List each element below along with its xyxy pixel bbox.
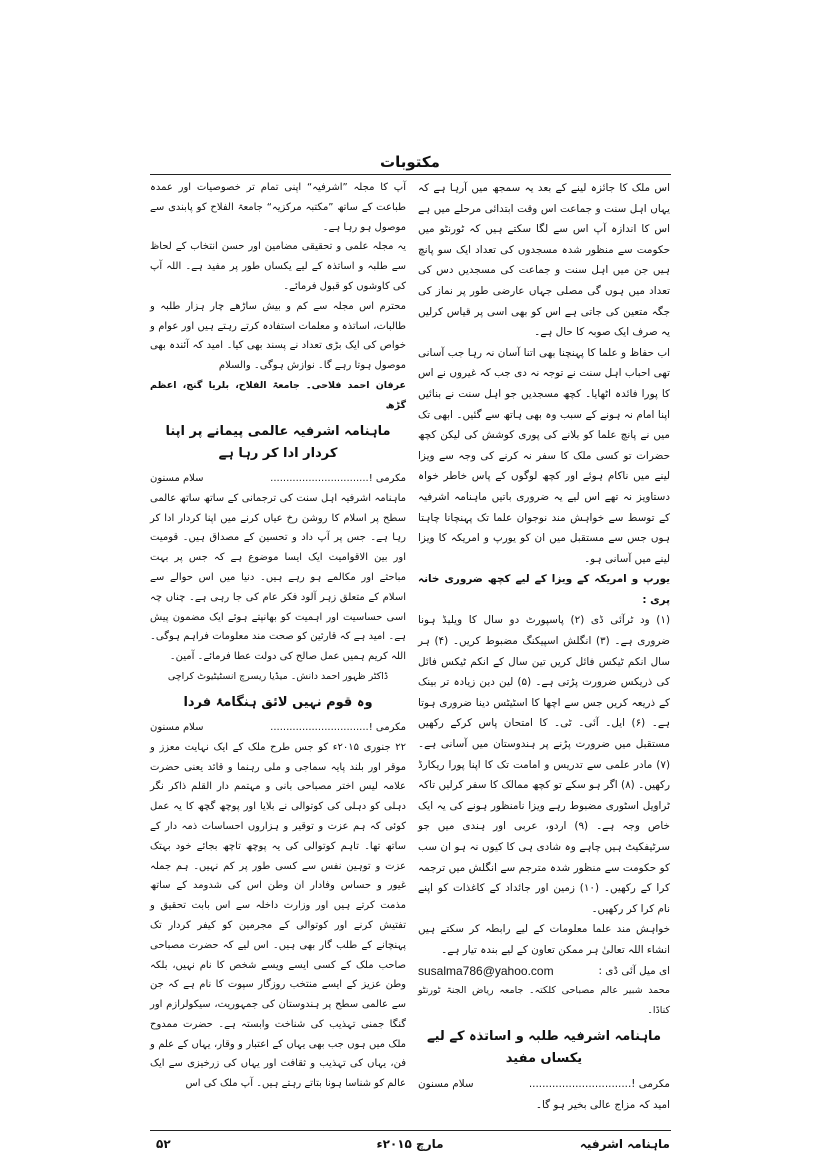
salutation-left: مکرمی !............................... <box>528 1078 670 1091</box>
salutation <box>418 1074 670 1095</box>
page-title: مکتوبات <box>380 153 440 171</box>
signature: محمد شبیر عالم مصباحی کلکتہ۔ جامعہ ریاض الجنۃ ٹورنٹو کناڈا۔ <box>418 985 670 1017</box>
salutation-left: مکرمی !............................... <box>270 472 406 484</box>
header-rule <box>150 174 671 175</box>
salutation <box>150 718 406 738</box>
salutation <box>150 469 406 489</box>
section-heading: ماہنامہ اشرفیہ طلبہ و اساتذہ کے لیے یکساں مفید <box>427 1029 661 1067</box>
paragraph: (۱) ود ٹرآئی ڈی (۲) پاسپورٹ دو سال کا ویلیڈ ہونا ضروری ہے۔ (۳) انگلش اسپیکنگ مضبوط کریں۔ (۴) ہر سال انکم ٹیکس فائل کریں تین سال کے انکم ٹیکس فائل کی ذریکس ضرورت پڑتی ہے۔ (۵) لین دین زیادہ تر بینک کے ذریعہ کریں جس سے اچھا کا اسٹیٹس دینا ضروری ہوتا ہے۔ (۶) ایل۔ آئی۔ ٹی۔ کا امتحان پاس کرکے رکھیں مستقبل میں ضرورت پڑنے پر ہندوستان میں آسانی ہے۔ (۷) مادر علمی سے تدریس و امامت تک کا اپنا پورا ریکارڈ رکھیں۔ (۸) اگر ہو سکے تو کچھ ممالک کا سفر کرلیں تاکہ ٹراویل اسٹوری مضبوط رہے ویزا نامنظور ہونے کی یہ ایک خاص وجہ ہے۔ (۹) اردو، عربی اور ہندی میں جو سرٹیفکیٹ ہیں چاہے وہ شادی ہی کا کیوں نہ ہو ان سب کو حکومت سے منظور شدہ مترجم سے انگلش میں ترجمہ کرا کے رکھیں۔ (۱۰) زمین اور جائداد کے کاغذات کو اپنے نام کرا کر رکھیں۔ <box>418 614 671 915</box>
signature: عرفان احمد فلاحی۔ جامعۃ الفلاح، بلریا گنج، اعظم گڑھ <box>150 379 406 411</box>
salutation-right: سلام مسنون <box>150 721 204 733</box>
email-label: ای میل آئی ڈی : <box>598 964 670 977</box>
left-column <box>150 178 406 1094</box>
footer-date: مارچ ۲۰۱۵ء <box>376 1137 444 1151</box>
salutation-right: سلام مسنون <box>150 472 204 484</box>
footer-rule <box>150 1130 671 1131</box>
paragraph: خواہش مند علما معلومات کے لیے رابطہ کر سکتے ہیں انشاء اللہ تعالیٰ ہر ممکن تعاون کے لیے بندہ تیار ہے۔ <box>418 923 670 956</box>
page-number: ۵۲ <box>156 1137 171 1151</box>
paragraph: ۲۲ جنوری ۲۰۱۵ء کو جس طرح ملک کے ایک نہایت معزز و موقر اور بلند پایہ سماجی و ملی رہنما و قائد یعنی حضرت علامہ لیس اختر مصباحی بانی و مہتمم دار القلم ذاکر نگر دہلی کو دہلی کی کوتوالی نے بلایا اور پوچھ گچھ کا یہ عمل کوئی کہ ہم عزت و توقیر و ہزاروں احساسات ذمہ دار کے ساتھ تھا۔ تاہم کوتوالی کی یہ پوچھ تاچھ بجائے خود بہتک عزت و توہین نفس سے کسی طور پر کم نہیں۔ ہم جملہ غیور و حساس وفادار ان وطن اس کی شدومد کے ساتھ مذمت کرتے ہیں اور وزارت داخلہ سے اس بابت تحقیق و تفتیش کرنے اور کوتوالی کے مجرمین کو کیفر کردار تک پہنچانے کے طلب گار بھی ہیں۔ اس لیے کہ حضرت مصباحی صاحب ملک کے کسی ایسے ویسے شخص کا نام نہیں، بلکہ وطن عزیز کے ایسے منتخب روزگار سپوت کا نام ہے کہ جن سے عالمی سطح پر ہندوستان کی جمہوریت، سیکولرازم اور گنگا جمنی تہذیب کی شناخت وابستہ ہے۔ حضرت ممدوح ملک میں ہوں جب بھی یہاں کے اعتبار و وقار، یہاں کے علم و فن، یہاں کی تہذیب و ثقافت اور یہاں کی زرخیزی سے ایک عالم کو شناسا ہونا بتاتے رہتے ہیں۔ آپ ملک کی اس <box>150 741 406 1090</box>
section-heading: ماہنامہ اشرفیہ عالمی پیمانے پر اپنا کردار ادا کر رہا ہے <box>165 423 391 461</box>
section-heading: وہ قوم نہیں لائق ہنگامۂ فردا <box>183 694 373 710</box>
paragraph: ماہنامہ اشرفیہ اہل سنت کی ترجمانی کے ساتھ ساتھ عالمی سطح پر اسلام کا روشن رخ عیاں کرنے میں اپنا کردار ادا کر رہا ہے۔ جس پر آپ داد و تحسین کے مصداق ہیں۔ قومیت اور بین الاقوامیت ایک ایسا موضوع ہے کہ جس پر بہت مباحثے اور مکالمے ہو رہے ہیں۔ دنیا میں اس حوالے سے اسلام کے متعلق زہر آلود فکر عام کی جا رہی ہے۔ چناں چہ اسی حساسیت اور اہمیت کو بھانپتے ہوئے ایک مضمون پیش ہے۔ امید ہے کہ قارئین کو صحت مند معلومات فراہم ہوگی۔ اللہ کریم ہمیں عمل صالح کی دولت عطا فرمائے۔ آمین۔ <box>150 492 406 663</box>
footer <box>150 1134 670 1154</box>
paragraph: محترم اس مجلہ سے کم و بیش ساڑھے چار ہزار طلبہ و طالبات، اساتذہ و معلمات استفادہ کرتے رہتے ہیں اور عوام و خواص کی ایک بڑی تعداد نے پسند بھی کیا۔ امید کہ آئندہ بھی موصول ہوتا رہے گا۔ نوازش ہوگی۔ والسلام <box>150 300 406 372</box>
right-column <box>418 178 670 1115</box>
salutation-right: سلام مسنون <box>418 1078 474 1091</box>
list-intro: یورپ و امریکہ کے ویزا کے لیے کچھ ضروری خانہ پری : <box>418 573 670 606</box>
signature: ڈاکٹر ظہور احمد دانش۔ میڈیا ریسرچ انسٹیٹیوٹ کراچی <box>167 670 389 682</box>
footer-magazine: ماہنامہ اشرفیہ <box>579 1137 670 1151</box>
email-link[interactable]: susalma786@yahoo.com <box>418 963 554 978</box>
paragraph: آپ کا مجلہ ”اشرفیہ“ اپنی تمام تر خصوصیات اور عمدہ طباعت کے ساتھ ”مکتبہ مرکزیہ“ جامعۃ الفلاح کو پابندی سے موصول ہو رہا ہے۔ <box>150 182 406 233</box>
paragraph: اب حفاظ و علما کا پہنچنا بھی اتنا آسان نہ رہا جب آسانی تھی احباب اہل سنت نے توجہ نہ دی جب کہ غیروں نے اس کا پورا فائدہ اٹھایا۔ کچھ مسجدیں جو اہل سنت نے بنائیں اپنا امام نہ ہونے کے سبب وہ بھی ہاتھ سے گئیں۔ ابھی تک میں نے پانچ علما کو بلانے کی پوری کوشش کی لیکن کچھ حضرات تو کسی ملک کا سفر نہ کرنے کی وجہ سے ویزا لینے میں ناکام ہوئے اور کچھ لوگوں کے پاس خاطر خواہ دستاویز نہ تھے اس لیے یہ ضروری باتیں ماہنامہ اشرفیہ کے توسط سے خواہش مند نوجوان علما تک پہنچانا چاہتا ہوں جس سے مستقبل میں ان کو یورپ و امریکہ کا ویزا لینے میں آسانی ہو۔ <box>418 346 670 565</box>
paragraph: اس ملک کا جائزہ لینے کے بعد یہ سمجھ میں آرہا ہے کہ یہاں اہل سنت و جماعت اس وقت ابتدائی مرحلے میں ہے اس کا اندازہ آپ اس سے لگا سکتے ہیں کہ ٹورنٹو میں حکومت سے منظور شدہ مسجدوں کی تعداد ایک سو پانچ ہیں جن میں اہل سنت و جماعت کی مسجدیں دس کی تعداد میں ہوں گی مصلی جہاں عارضی طور پر نماز کی جگہ متعین کی جاتی ہے اس کو بھی اسی پر قیاس کرلیں یہ صرف ایک صوبہ کا حال ہے۔ <box>418 182 670 339</box>
email-line <box>418 961 670 982</box>
closing-line: امید کہ مزاج عالی بخیر ہو گا۔ <box>535 1098 670 1111</box>
salutation-left: مکرمی !............................... <box>270 721 406 733</box>
paragraph: یہ مجلہ علمی و تحقیقی مضامین اور حسن انتخاب کے لحاظ سے طلبہ و اساتذہ کے لیے یکساں طور پر مفید ہے۔ اللہ آپ کی کاوشوں کو قبول فرمائے۔ <box>150 241 406 292</box>
